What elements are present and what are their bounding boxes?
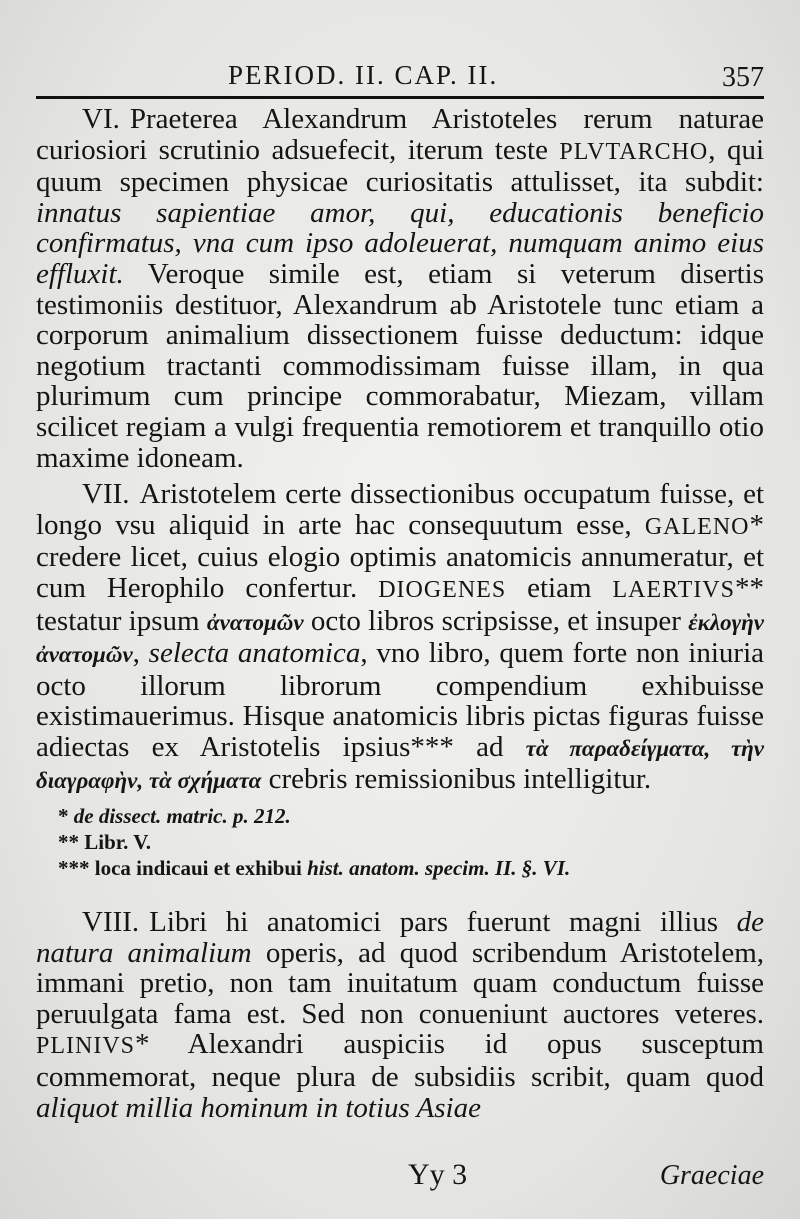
text-run: crebris remissionibus intelligitur. xyxy=(261,763,652,796)
header-rule xyxy=(36,96,764,99)
page-body xyxy=(36,104,764,1123)
author-name: PLINIVS xyxy=(36,1033,136,1060)
text-run: ** Libr. V. xyxy=(58,830,151,855)
page-number: 357 xyxy=(722,62,764,93)
greek-phrase: ἐκλογὴν ἀνατομῶν xyxy=(36,609,764,668)
signature-mark: Yy 3 xyxy=(408,1158,468,1191)
greek-phrase: τὰ παραδείγματα, τὴν διαγραφὴν, τὰ σχήματα xyxy=(36,735,764,794)
footnote xyxy=(58,829,764,855)
author-name: GALENO xyxy=(644,513,750,540)
footnote xyxy=(58,855,764,881)
author-name: PLVTARCHO xyxy=(559,138,709,165)
text-run: operis, ad quod scribendum Aristotelem, immani pretio, non tam inuitatum quam conductum fuisse peruulgata fama est. Sed non conueniunt auctores veteres. xyxy=(36,936,764,1030)
text-run: , xyxy=(132,637,149,670)
text-run: Libri hi anatomici pars fuerunt magni illius xyxy=(149,906,737,939)
footnote xyxy=(58,803,764,829)
paragraph-vi xyxy=(36,104,764,473)
italic-phrase: de natura animalium xyxy=(36,906,764,969)
text-run: *** loca indicaui et exhibui xyxy=(58,856,308,881)
text-run: * xyxy=(58,804,74,829)
running-head: PERIOD. II. CAP. II. xyxy=(228,60,499,90)
italic-phrase: aliquot millia hominum in totius Asiae xyxy=(36,1091,481,1124)
page-footer xyxy=(0,1158,800,1202)
footnotes xyxy=(58,803,764,881)
italic-phrase: de dissect. matric. p. 212. xyxy=(73,804,291,829)
text-run: Veroque simile est, etiam si veterum disertis testimoniis destituor, Alexandrum ab Aristotele tunc etiam a corporum animalium dissectionem fuisse deductum: idque negotium tractanti commodissimam fuisse illam, in qua plurimum cum principe commorabatur, Miezam, villam scilicet regiam a vulgi frequentia remotiorem et tranquillo otio maxime idoneam. xyxy=(36,257,764,474)
catchword: Graeciae xyxy=(659,1160,764,1191)
text-run: etiam xyxy=(506,571,613,604)
text-run: * credere licet, cuius elogio optimis anatomicis annumeratur, et cum Herophilo confertur. xyxy=(36,508,764,604)
italic-phrase: selecta anatomica xyxy=(148,637,361,670)
section-number: VI. xyxy=(82,103,120,135)
author-name: DIOGENES xyxy=(378,576,507,603)
italic-phrase: hist. anatom. specim. II. §. VI. xyxy=(307,856,571,881)
author-name: LAERTIVS xyxy=(612,576,735,603)
section-number: VII. xyxy=(82,478,130,511)
text-run: , vno libro, quem forte non iniuria octo illorum librorum compendium exhibuisse existimauerimus. Hisque anatomicis libris pictas figuras fuisse adiectas ex Aristotelis ipsius*** ad xyxy=(36,637,764,763)
greek-phrase: ἀνατομῶν xyxy=(206,609,304,635)
italic-phrase: innatus sapientiae amor, qui, educationis beneficio confirmatus, vna cum ipso adoleuerat, numquam animo eius effluxit. xyxy=(36,196,764,290)
section-number: VIII. xyxy=(82,906,140,939)
page-header xyxy=(0,58,800,98)
paragraph-viii xyxy=(36,907,764,1123)
text-run: Praeterea Alexandrum Aristoteles rerum naturae curiosiori scrutinio adsuefecit, iterum teste xyxy=(36,103,764,166)
text-run: , qui quum specimen physicae curiositatis attulisset, ita subdit: xyxy=(36,133,764,199)
text-run: Aristotelem certe dissectionibus occupatum fuisse, et longo vsu aliquid in arte hac consequutum esse, xyxy=(36,478,764,541)
text-run: ** testatur ipsum xyxy=(36,571,764,637)
paragraph-vii xyxy=(36,479,764,797)
text-run: octo libros scripsisse, et insuper xyxy=(303,604,689,637)
text-run: * Alexandri auspiciis id opus susceptum commemorat, neque plura de subsidiis scribit, quam quod xyxy=(36,1028,764,1094)
